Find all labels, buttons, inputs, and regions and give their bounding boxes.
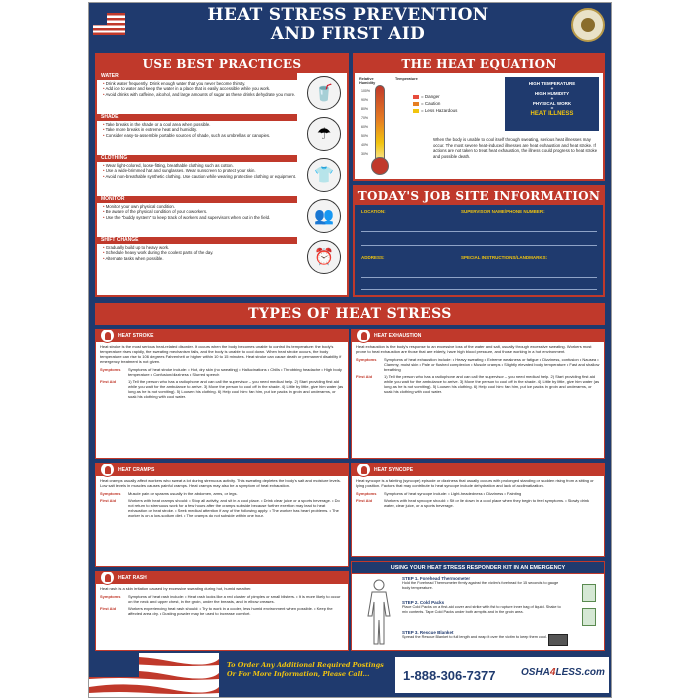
best-practice-monitor	[97, 196, 347, 237]
heat-stroke-intro: Heat stroke is the most serious heat-related disorder. It occurs when the body becomes unable to control its temperature: the body's temperature rises rapidly, the sweating mechanism fails, and the body is unable to cool down. When heat stroke occurs, the body temperature can rise to 106 degrees Fahrenheit or higher within 10 to 15 minutes. Heat stroke can cause death or permanent disability if emergency treatment is not given.	[100, 344, 342, 364]
heat-syncope-symptoms	[352, 490, 604, 497]
heat-exhaustion-title: HEAT EXHAUSTION	[374, 333, 422, 339]
heat-stroke-card	[95, 329, 349, 459]
heat-rash-title: HEAT RASH	[118, 575, 147, 581]
best-practice-item: • Wear light-colored, loose-fitting, breathable clothing such as cotton.	[103, 163, 297, 168]
equation-term: =	[550, 106, 554, 111]
heat-stroke-symptoms	[96, 366, 348, 378]
best-practice-item: • Take more breaks in extreme heat and humidity.	[103, 127, 297, 132]
heat-legend	[413, 93, 457, 114]
best-practice-label: MONITOR	[97, 196, 297, 203]
best-practice-label: WATER	[97, 73, 297, 80]
best-practice-label: SHIFT CHANGE	[97, 237, 297, 244]
legend-item	[413, 100, 457, 107]
equation-term: HIGH HUMIDITY	[534, 91, 570, 96]
heat-cramps-symptoms	[96, 490, 348, 497]
humidity-tick: 60%	[361, 125, 369, 129]
heat-stroke-first-aid	[96, 378, 348, 400]
worker-clothing-icon: 👕	[307, 158, 341, 192]
buddy-system-icon: 👥	[307, 199, 341, 233]
legend-label: = Less Hazardous	[421, 108, 458, 113]
kit-step-3-desc: Spread the Rescue Blanket to full length and wrap it over the victim to keep them cool.	[402, 635, 547, 639]
humidity-tick: 40%	[361, 143, 369, 147]
best-practice-label: CLOTHING	[97, 155, 297, 162]
heat-cramps-header	[96, 464, 348, 476]
equation-term: HEAT ILLNESS	[530, 111, 574, 117]
heat-exhaustion-first-aid	[352, 373, 604, 395]
heat-rash-first-aid	[96, 605, 348, 617]
drinking-icon: 🥤	[307, 76, 341, 110]
heat-rash-icon	[100, 571, 115, 585]
best-practice-item: • Use a wide-brimmed hat and sunglasses. Wear sunscreen to protect your skin.	[103, 168, 297, 173]
heat-rash-symptoms	[96, 593, 348, 605]
poster-footer	[89, 653, 611, 697]
form-line	[361, 289, 597, 290]
poster	[88, 2, 612, 698]
heat-exhaustion-symptoms	[352, 356, 604, 373]
alarm-clock-icon: ⏰	[307, 240, 341, 274]
heat-stroke-header	[96, 330, 348, 342]
form-line	[361, 245, 597, 246]
heat-equation-description: When the body is unable to cool itself through sweating, serious heat illnesses may occur. The most severe heat-induced illnesses are heat exhaustion and heat stroke. If actions are not taken to treat heat exhaustion, the illness could progress to heat stroke and possible death.	[433, 137, 598, 159]
heat-syncope-icon	[356, 463, 371, 477]
kit-step-3	[402, 630, 562, 640]
job-site-form	[355, 205, 603, 295]
heat-equation-title: THE HEAT EQUATION	[355, 55, 603, 73]
first-aid-label: First Aid	[356, 498, 373, 503]
best-practice-items	[97, 244, 301, 261]
responder-kit-title: USING YOUR HEAT STRESS RESPONDER KIT IN AN EMERGENCY	[352, 562, 604, 574]
first-aid-label: First Aid	[100, 606, 117, 611]
legend-swatch	[413, 95, 419, 99]
waving-flag-icon	[89, 653, 219, 697]
symptoms-text: Symptoms of heat syncope include: • Light-headedness • Dizziness • Fainting	[384, 491, 522, 496]
symptoms-text: Symptoms of heat exhaustion include: • Heavy sweating • Extreme weakness or fatigue • Dizziness, confusion • Nausea • Clammy, moist skin • Pale or flushed complexion • Muscle cramps • Slightly elevated body temperature • Fast and shallow breathing	[384, 357, 600, 372]
responder-kit-panel	[351, 561, 605, 651]
equation-term: PHYSICAL WORK	[532, 101, 572, 106]
heat-rash-card	[95, 571, 349, 651]
first-aid-label: First Aid	[100, 498, 117, 503]
heat-exhaustion-icon	[356, 329, 371, 343]
first-aid-text: Workers experiencing heat rash should: • Try to work in a cooler, less humid environment when possible. • Keep the affected area dry. • Dusting powder may be used to increase comfort.	[128, 606, 333, 616]
symptoms-label: Symptoms	[356, 357, 377, 362]
heat-stroke-icon	[100, 329, 115, 343]
kit-step-1-title: STEP 1. Forehead Thermometer	[402, 576, 471, 581]
symptoms-label: Symptoms	[100, 367, 121, 372]
job-site-title: TODAY'S JOB SITE INFORMATION	[355, 187, 603, 205]
best-practice-item: • Gradually build up to heavy work.	[103, 245, 297, 250]
kit-step-3-title: STEP 3. Rescue Blanket	[402, 630, 454, 635]
kit-step-2-title: STEP 2. Cold Packs	[402, 600, 445, 605]
best-practice-item: • Alternate tasks when possible.	[103, 256, 297, 261]
heat-cramps-intro: Heat cramps usually affect workers who sweat a lot during strenuous activity. This sweating depletes the body's salt and moisture levels. Low salt levels in muscles causes painful cramps. Heat cramps may also be a symptom of heat exhaustion.	[100, 478, 341, 488]
thermometer-icon	[375, 85, 385, 163]
cold-pack-icon	[582, 608, 596, 626]
best-practice-items	[97, 203, 301, 220]
order-info	[227, 661, 384, 679]
equation-term: +	[550, 96, 554, 101]
best-practice-item: • Consider easy-to-assemble portable sources of shade, such as umbrellas or canopies.	[103, 133, 297, 138]
best-practice-item: • Monitor your own physical condition.	[103, 204, 297, 209]
legend-label: = Danger	[421, 94, 440, 99]
poster-header	[89, 3, 611, 47]
best-practice-label: SHADE	[97, 114, 297, 121]
legend-swatch	[413, 102, 419, 106]
legend-label: = Caution	[421, 101, 441, 106]
best-practice-item: • Be aware of the physical condition of your coworkers.	[103, 209, 297, 214]
best-practice-item: • Add ice to water and keep the water in a place that is easily accessible while you work.	[103, 86, 297, 91]
best-practice-item: • Take breaks in the shade or a cool area when possible.	[103, 122, 297, 127]
heat-equation-box	[505, 77, 599, 131]
heat-syncope-card	[351, 463, 605, 557]
thermometer-bulb-icon	[371, 157, 389, 175]
best-practice-items	[97, 80, 301, 97]
heat-rash-intro: Heat rash is a skin irritation caused by excessive sweating during hot, humid weather.	[100, 586, 252, 591]
logo-part-four: 4	[549, 667, 556, 678]
order-line-1: To Order Any Additional Required Postings	[227, 661, 384, 669]
best-practice-items	[97, 121, 301, 138]
best-practice-shift-change	[97, 237, 347, 278]
form-line	[361, 277, 597, 278]
job-site-panel	[353, 185, 605, 297]
best-practice-shade	[97, 114, 347, 155]
heat-syncope-title: HEAT SYNCOPE	[374, 467, 414, 473]
heat-stroke-title: HEAT STROKE	[118, 333, 154, 339]
poster-title	[129, 6, 567, 44]
order-line-2: Or For More Information, Please Call...	[227, 670, 370, 678]
kit-step-2	[402, 600, 562, 614]
cold-pack-icon	[582, 584, 596, 602]
heat-rash-header	[96, 572, 348, 584]
best-practice-items	[97, 162, 301, 179]
address-label: ADDRESS:	[361, 255, 385, 260]
heat-cramps-icon	[100, 463, 115, 477]
humidity-tick: 80%	[361, 107, 369, 111]
symptoms-text: Muscle pain or spasms usually in the abdomen, arms, or legs.	[128, 491, 238, 496]
kit-step-2-desc: Place Cold Packs on a first-aid cover and strike with fist to rupture inner bag of liquid. Shake to mix contents. Tape Cold Packs under both armpits and in the groin area.	[402, 605, 561, 614]
first-aid-label: First Aid	[100, 379, 117, 384]
title-line-1: HEAT STRESS PREVENTION	[207, 5, 489, 25]
first-aid-text: Workers with heat cramps should: • Stop all activity, and sit in a cool place. • Drink clear juice or a sports beverage. • Do not return to strenuous work for a few hours after the cramps subside because further exertion may lead to heat exhaustion or heat stroke. • Seek medical attention if any of the following apply: • The worker has heart problems. • The worker is on a low-sodium diet. • The cramps do not subside within one hour.	[128, 498, 340, 518]
first-aid-text: Workers with heat syncope should: • Sit or lie down in a cool place when they begin to feel symptoms. • Slowly drink water, clear juice, or a sports beverage.	[384, 498, 590, 508]
heat-exhaustion-card	[351, 329, 605, 459]
first-aid-label: First Aid	[356, 374, 373, 379]
us-flag-icon	[93, 13, 125, 35]
best-practice-item: • Use the "buddy system" to keep track of workers and supervisors when out in the field.	[103, 215, 297, 220]
heat-syncope-header	[352, 464, 604, 476]
heat-cramps-card	[95, 463, 349, 567]
umbrella-icon: ☂	[307, 117, 341, 151]
humidity-column-label: Relative Humidity	[359, 77, 376, 85]
heat-syncope-intro: Heat syncope is a fainting (syncope) episode or dizziness that usually occurs with prolonged standing or sudden rising from a sitting or lying position. Factors that may contribute to heat syncope include dehydration and lack of acclimatization.	[356, 478, 594, 488]
rescue-blanket-icon	[548, 634, 568, 646]
humidity-tick: 50%	[361, 134, 369, 138]
best-practice-item: • Avoid drinks with caffeine, alcohol, and large amounts of sugar as these drinks dehydrate you more.	[103, 92, 297, 97]
heat-equation-panel	[353, 53, 605, 181]
logo-part-less: LESS.com	[555, 667, 605, 678]
symptoms-text: Symptoms of heat stroke include: • Hot, dry skin (no sweating) • Hallucinations • Chills • Throbbing headache • High body temperature • Confusion/dizziness • Slurred speech	[128, 367, 342, 377]
best-practice-item: • Drink water frequently. Drink enough water that you never become thirsty.	[103, 81, 297, 86]
humidity-tick: 70%	[361, 116, 369, 120]
humidity-tick: 90%	[361, 98, 369, 102]
symptoms-label: Symptoms	[100, 594, 121, 599]
first-aid-text: 1) Tell the person who has a radiophone and can call the supervisor – you need medical help. 2) Start providing first aid while you wait for the ambulance to arrive. 3) Move the person to cool off in the shade. 4) Little by little, give him water (as long as he is not vomiting). 5) Loosen his clothing. 6) Help cool him: fan him, put ice packs in groin and underarms, or soak his clothing with cool water.	[384, 374, 600, 394]
best-practice-water	[97, 73, 347, 114]
instructions-label: SPECIAL INSTRUCTIONS/LANDMARKS:	[461, 255, 548, 260]
kit-step-1	[402, 576, 562, 590]
symptoms-label: Symptoms	[356, 491, 377, 496]
best-practice-item: • Schedule heavy work during the coolest parts of the day.	[103, 250, 297, 255]
types-of-heat-stress-title: TYPES OF HEAT STRESS	[95, 303, 605, 325]
heat-exhaustion-intro: Heat exhaustion is the body's response to an excessive loss of the water and salt, usually through excessive sweating. Workers most prone to heat exhaustion are those that are elderly, have high blood pressure, and those working in a hot environment.	[356, 344, 592, 354]
kit-step-1-desc: Hold the Forehead Thermometer firmly against the victim's forehead for 15 seconds to gauge body temperature.	[402, 581, 559, 590]
best-practices-panel	[95, 53, 349, 297]
best-practices-title: USE BEST PRACTICES	[97, 55, 347, 73]
first-aid-text: 1) Tell the person who has a radiophone and can call the supervisor – you need medical help. 2) Start providing first aid while you wait for the ambulance to arrive. 3) Move the person to cool off in the shade. 4) Little by little, give him water (as long as he is not vomiting). 5) Loosen his clothing. 6) Help cool him: fan him, put ice packs in groin and underarms, or soak his clothing with cool water.	[128, 379, 344, 399]
best-practice-clothing	[97, 155, 347, 196]
best-practices-sections	[97, 73, 347, 278]
osha4less-logo	[521, 667, 605, 678]
body-outline-icon	[362, 578, 396, 648]
legend-swatch	[413, 109, 419, 113]
phone-number: 1-888-306-7377	[403, 668, 496, 683]
title-line-2: AND FIRST AID	[270, 24, 426, 44]
heat-cramps-title: HEAT CRAMPS	[118, 467, 155, 473]
humidity-tick: 30%	[361, 152, 369, 156]
best-practice-item: • Avoid non-breathable synthetic clothing. Use caution while wearing protective clothing or equipment.	[103, 174, 297, 179]
contact-box	[395, 657, 609, 693]
equation-term: +	[550, 86, 554, 91]
legend-item	[413, 93, 457, 100]
form-line	[361, 231, 597, 232]
symptoms-text: Symptoms of heat rash include: • Heat rash looks like a red cluster of pimples or small blisters. • It is more likely to occur on the neck and upper chest, in the groin, under the breasts, and in elbow creases.	[128, 594, 341, 604]
supervisor-label: SUPERVISOR NAME/PHONE NUMBER:	[461, 209, 545, 214]
temperature-column-label: Temperature	[395, 77, 418, 81]
heat-exhaustion-header	[352, 330, 604, 342]
legend-item	[413, 107, 457, 114]
location-label: LOCATION:	[361, 209, 386, 214]
symptoms-label: Symptoms	[100, 491, 121, 496]
logo-part-osha: OSHA	[521, 667, 550, 678]
equation-term: HIGH TEMPERATURE	[528, 81, 576, 86]
humidity-tick: 100%	[361, 89, 370, 93]
dol-seal-icon	[571, 8, 605, 42]
responder-kit-body	[352, 574, 604, 650]
heat-syncope-first-aid	[352, 497, 604, 509]
heat-cramps-first-aid	[96, 497, 348, 519]
